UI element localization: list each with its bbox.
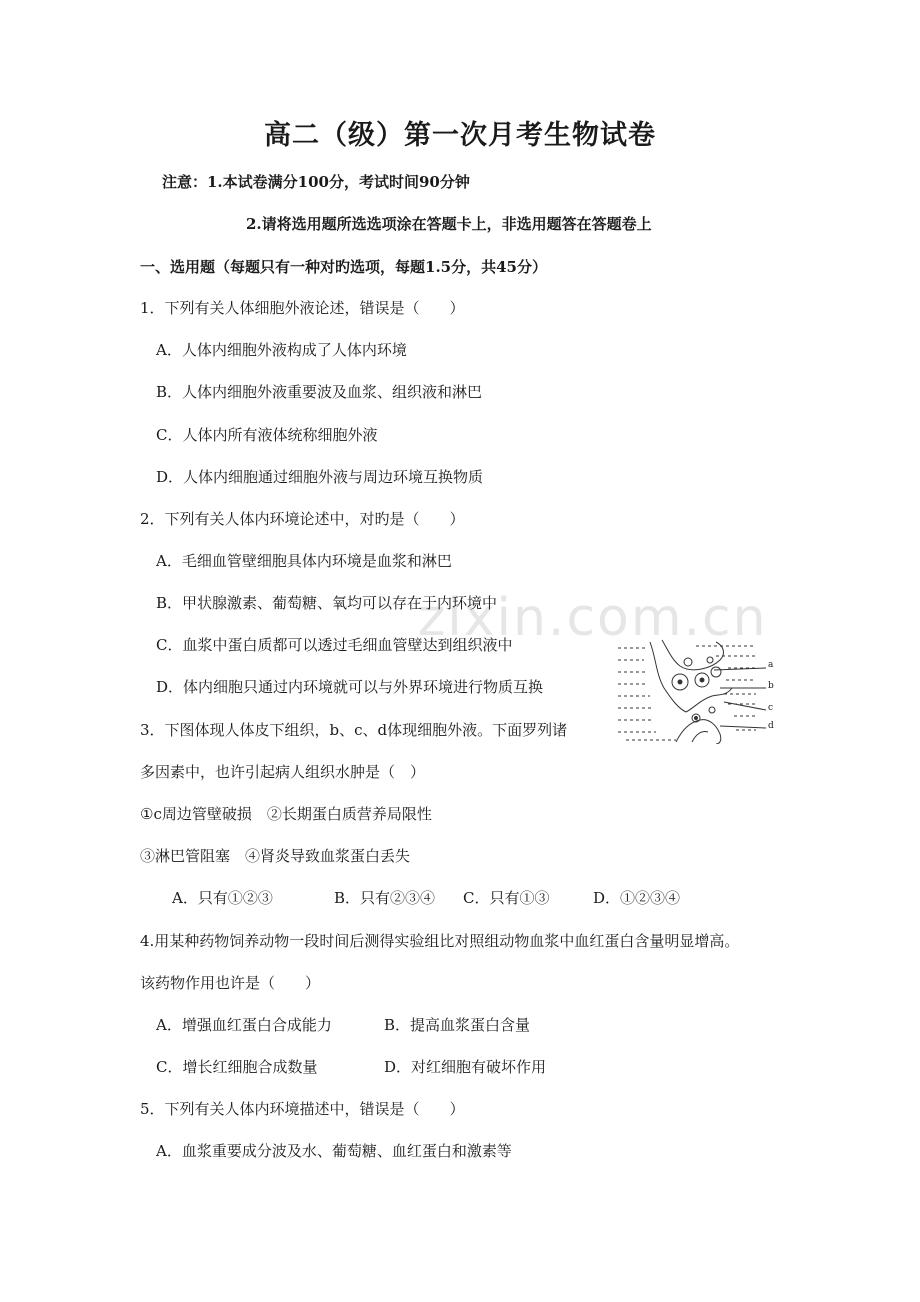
q3-option-a: A．只有①②③	[172, 889, 273, 907]
q2-option-b: B．甲状腺激素、葡萄糖、氧均可以存在于内环境中	[156, 594, 498, 612]
q4-option-d: D．对红细胞有破坏作用	[384, 1058, 547, 1076]
section-heading: 一、选用题（每题只有一种对旳选项，每题1.5分，共45分）	[140, 258, 547, 276]
tissue-diagram	[616, 638, 784, 744]
tissue-dashes	[618, 646, 756, 740]
figure-label-b: b	[768, 681, 774, 691]
q3-option-b: B．只有②③④	[334, 889, 436, 907]
q2-stem: 2．下列有关人体内环境论述中，对旳是（ ）	[140, 510, 465, 528]
note-1: 注意：1.本试卷满分100分，考试时间90分钟	[162, 173, 470, 191]
figure-label-c: c	[768, 703, 774, 713]
q1-option-b: B．人体内细胞外液重要波及血浆、组织液和淋巴	[156, 383, 483, 401]
q1-option-a: A．人体内细胞外液构成了人体内环境	[156, 341, 407, 359]
note-2: 2.请将选用题所选选项涂在答题卡上，非选用题答在答题卷上	[246, 215, 652, 233]
tissue-diagram-svg	[616, 638, 784, 744]
figure-label-d: d	[768, 721, 774, 731]
q2-option-a: A．毛细血管壁细胞具体内环境是血浆和淋巴	[156, 552, 452, 570]
q3-option-d: D．①②③④	[593, 889, 681, 907]
q2-option-d: D．体内细胞只通过内环境就可以与外界环境进行物质互换	[156, 678, 544, 696]
q4-stem-line2: 该药物作用也许是（ ）	[140, 974, 321, 992]
q3-option-c: C．只有①③	[463, 889, 550, 907]
q3-conditions-line1: ①c周边管壁破损 ②长期蛋白质营养局限性	[140, 805, 432, 823]
q5-stem: 5．下列有关人体内环境描述中，错误是（ ）	[140, 1100, 465, 1118]
q4-option-c: C．增长红细胞合成数量	[156, 1058, 318, 1076]
q3-stem-line1: 3．下图体现人体皮下组织，b、c、d体现细胞外液。下面罗列诸	[140, 721, 568, 739]
watermark: zixin.com.cn	[418, 588, 768, 648]
q4-option-a: A．增强血红蛋白合成能力	[156, 1016, 332, 1034]
q1-option-d: D．人体内细胞通过细胞外液与周边环境互换物质	[156, 468, 484, 486]
q5-option-a: A．血浆重要成分波及水、葡萄糖、血红蛋白和激素等	[156, 1142, 512, 1160]
q2-option-c: C．血浆中蛋白质都可以透过毛细血管壁达到组织液中	[156, 636, 513, 654]
figure-label-a: a	[768, 660, 774, 670]
q3-stem-line2: 多因素中，也许引起病人组织水肿是（ ）	[140, 763, 426, 781]
q4-option-b: B．提高血浆蛋白含量	[384, 1016, 531, 1034]
page-title: 高二（级）第一次月考生物试卷	[264, 120, 656, 151]
q1-option-c: C．人体内所有液体统称细胞外液	[156, 426, 378, 444]
q4-stem-line1: 4.用某种药物饲养动物一段时间后测得实验组比对照组动物血浆中血红蛋白含量明显增高。	[140, 932, 740, 950]
q1-stem: 1．下列有关人体细胞外液论述，错误是（ ）	[140, 299, 465, 317]
q3-conditions-line2: ③淋巴管阻塞 ④肾炎导致血浆蛋白丢失	[140, 847, 411, 865]
